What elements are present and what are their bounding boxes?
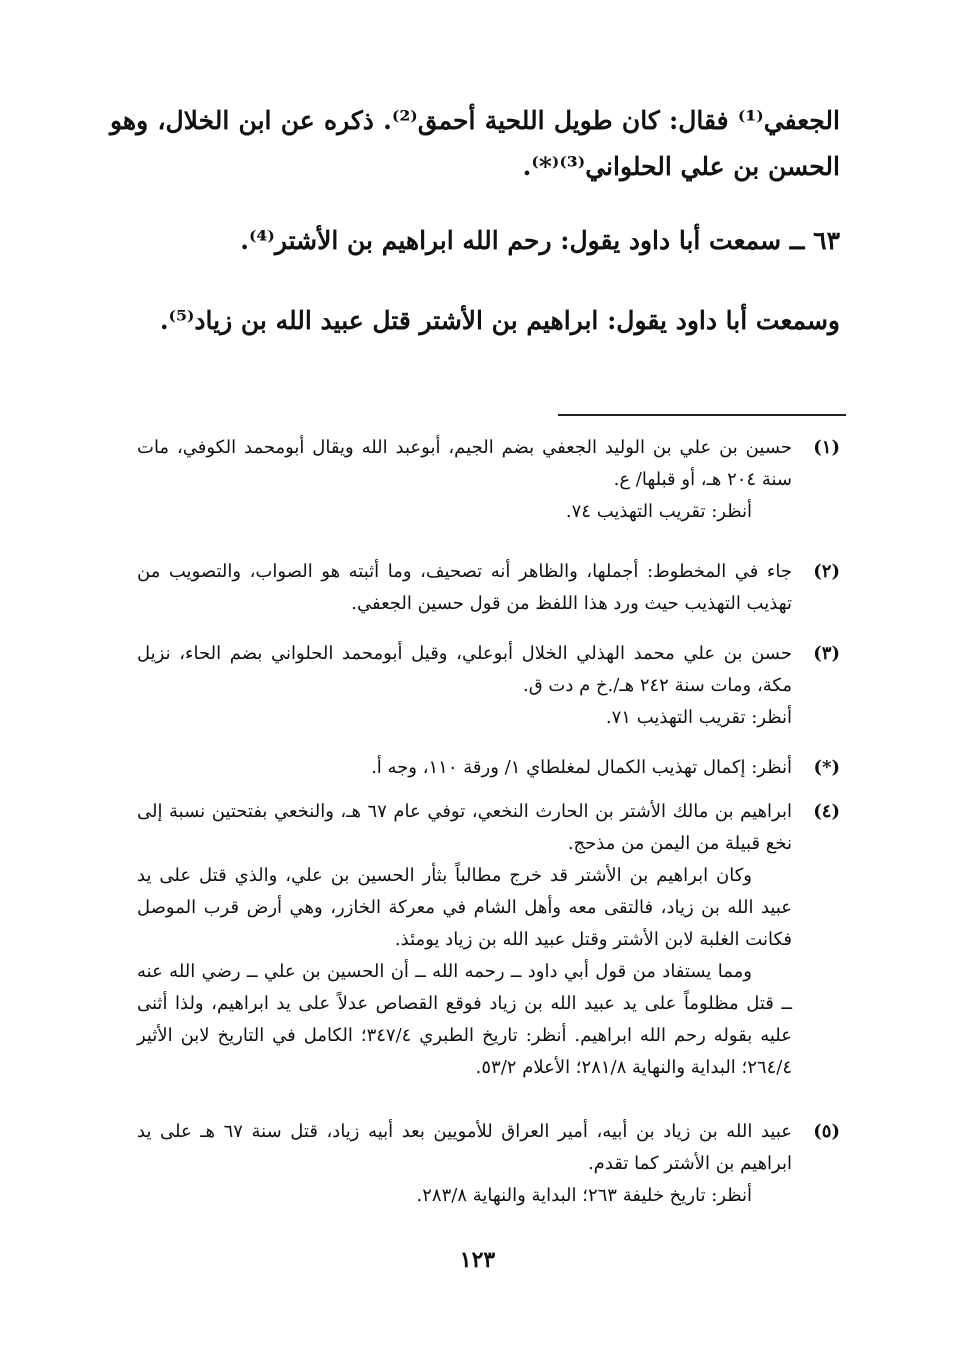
footnote-5 <box>137 1116 792 1212</box>
footnote-star-text: أنظر: إكمال تهذيب الكمال لمغلطاي ١/ ورقة ١١٠، وجه أ. <box>371 757 792 778</box>
footnote-2-text: جاء في المخطوط: أجملها، والظاهر أنه تصحيف، وما أثبته هو الصواب، والتصويب من تهذيب التهذيب حيث ورد هذا اللفظ من قول حسين الجعفي. <box>137 561 792 614</box>
footnote-number-2: (٢) <box>813 561 840 582</box>
page-number: ١٢٣ <box>459 1247 496 1273</box>
footnote-1-text: حسين بن علي بن الوليد الجعفي بضم الجيم، أبوعبد الله ويقال أبومحمد الكوفي، مات سنة ٢٠٤ هـ، أو قبلها/ ع. <box>137 437 792 490</box>
footnote-5-ref: أنظر: تاريخ خليفة ٢٦٣؛ البداية والنهاية ٢٨٣/٨. <box>416 1185 752 1206</box>
footnote-3-ref: أنظر: تقريب التهذيب ٧١. <box>605 707 792 728</box>
footnote-number-5: (٥) <box>813 1121 840 1142</box>
footnote-separator <box>558 414 846 416</box>
footnote-number-1: (١) <box>813 437 840 458</box>
footnote-3 <box>137 638 792 734</box>
main-paragraph-1: الجعفي⁽¹⁾ فقال: كان طويل اللحية أحمق⁽²⁾. ذكره عن ابن الخلال، وهو الحسن بن علي الحلواني⁽³⁾⁽*⁾. <box>110 106 840 181</box>
footnote-1-ref: أنظر: تقريب التهذيب ٧٤. <box>565 501 752 522</box>
footnote-3-text: حسن بن علي محمد الهذلي الخلال أبوعلي، وقيل أبومحمد الحلواني بضم الحاء، نزيل مكة، ومات سنة ٢٤٢ هـ/.خ م دت ق. <box>137 643 792 696</box>
footnote-4-para-2: وكان ابراهيم بن الأشتر قد خرج مطالباً بثأر الحسين بن علي، والذي قتل على يد عبيد الله بن زياد، فالتقى معه وأهل الشام في معركة الخازر، وهي أرض قرب الموصل فكانت الغلبة لابن الأشتر وقتل عبيد الله بن زياد يومئذ. <box>137 865 792 950</box>
footnote-number-star: (*) <box>813 757 840 778</box>
footnote-number-3: (٣) <box>813 643 840 664</box>
footnote-2 <box>137 556 792 620</box>
footnote-1 <box>137 432 792 528</box>
footnote-4-para-3: ومما يستفاد من قول أبي داود ــ رحمه الله ــ أن الحسين بن علي ــ رضي الله عنه ــ قتل مظلوماً على يد عبيد الله بن زياد فوقع القصاص عدلاً على يد ابراهيم، ولذا أثنى عليه بقوله رحم الله ابراهيم. أنظر: تاريخ الطبري ٣٤٧/٤؛ الكامل في التاريخ لابن الأثير ٢٦٤/٤؛ البداية والنهاية ٢٨١/٨؛ الأعلام ٥٣/٢. <box>137 961 792 1078</box>
footnote-star <box>137 752 792 784</box>
main-paragraph-3: وسمعت أبا داود يقول: ابراهيم بن الأشتر قتل عبيد الله بن زياد⁽⁵⁾. <box>159 306 840 335</box>
main-paragraph-2: ٦٣ ــ سمعت أبا داود يقول: رحم الله ابراهيم بن الأشتر⁽⁴⁾. <box>240 226 840 255</box>
footnote-4-text: ابراهيم بن مالك الأشتر بن الحارث النخعي، توفي عام ٦٧ هـ، والنخعي بفتحتين نسبة إلى نخع قبيلة من اليمن من مذحج. <box>137 801 792 854</box>
footnote-number-4: (٤) <box>813 801 840 822</box>
footnote-5-text: عبيد الله بن زياد بن أبيه، أمير العراق للأمويين بعد أبيه زياد، قتل سنة ٦٧ هـ على يد ابراهيم بن الأشتر كما تقدم. <box>137 1121 792 1174</box>
footnote-4 <box>137 796 792 1084</box>
